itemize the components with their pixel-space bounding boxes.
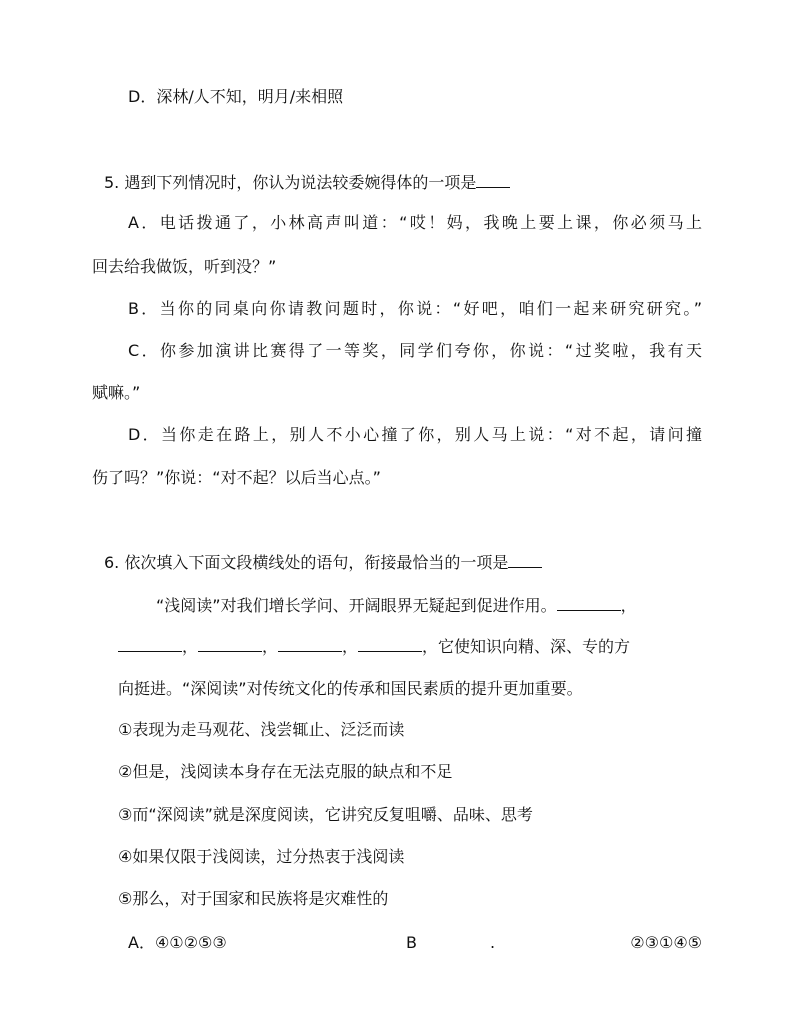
q6-passage-line3: 向挺进。“深阅读”对传统文化的传承和国民素质的提升更加重要。 — [118, 679, 583, 698]
q4-option-d: D．深林/人不知，明月/来相照 — [128, 87, 344, 106]
q5-option-c-line1: C．你参加演讲比赛得了一等奖，同学们夸你，你说：“过奖啦，我有天 — [128, 341, 702, 360]
q6-passage-text1: “浅阅读”对我们增长学问、开阔眼界无疑起到促进作用。 — [156, 596, 557, 615]
fill-blank-5 — [358, 637, 422, 652]
q5-option-c-line2: 赋嘛。” — [92, 383, 141, 402]
q6-option-b-answer: ②③①④⑤ — [630, 933, 702, 952]
q6-item-4: ④如果仅限于浅阅读，过分热衷于浅阅读 — [118, 847, 405, 866]
q5-stem — [104, 172, 510, 194]
q5-option-d-line1: D．当你走在路上，别人不小心撞了你，别人马上说：“对不起，请问撞 — [128, 425, 702, 444]
q6-option-a: A．④①②⑤③ — [128, 933, 227, 952]
q6-options-row — [128, 932, 702, 956]
q6-option-b-letter: B — [406, 933, 417, 952]
fill-blank-4 — [278, 637, 342, 652]
q6-option-b-dot: . — [490, 933, 496, 952]
q6-answer-blank — [508, 553, 542, 568]
q6-stem — [104, 552, 542, 574]
q5-option-a-line2: 回去给我做饭，听到没？” — [92, 257, 277, 276]
q6-item-1: ①表现为走马观花、浅尝辄止、泛泛而读 — [118, 720, 405, 739]
comma: ， — [620, 596, 637, 615]
q6-passage-text2: ，它使知识向精、深、专的方 — [422, 637, 631, 656]
q6-item-5: ⑤那么，对于国家和民族将是灾难性的 — [118, 889, 389, 908]
comma: ， — [262, 637, 279, 656]
q6-passage-line1 — [156, 595, 637, 617]
fill-blank-3 — [198, 637, 262, 652]
q6-passage-line2 — [118, 636, 630, 658]
q5-option-d-line2: 伤了吗？”你说：“对不起？以后当心点。” — [92, 468, 381, 487]
q6-item-3: ③而“深阅读”就是深度阅读，它讲究反复咀嚼、品味、思考 — [118, 805, 533, 824]
q5-stem-text: 5. 遇到下列情况时，你认为说法较委婉得体的一项是 — [104, 173, 477, 192]
q6-stem-text: 6. 依次填入下面文段横线处的语句，衔接最恰当的一项是 — [104, 553, 509, 572]
q5-option-b: B．当你的同桌向你请教问题时，你说：“好吧，咱们一起来研究研究。” — [128, 299, 702, 318]
q5-answer-blank — [476, 173, 510, 188]
comma: ， — [182, 637, 199, 656]
q5-option-a-line1: A．电话拨通了，小林高声叫道：“哎！妈，我晚上要上课，你必须马上 — [128, 213, 702, 232]
fill-blank-1 — [557, 596, 621, 611]
q6-item-2: ②但是，浅阅读本身存在无法克服的缺点和不足 — [118, 762, 453, 781]
comma: ， — [342, 637, 359, 656]
fill-blank-2 — [118, 637, 182, 652]
